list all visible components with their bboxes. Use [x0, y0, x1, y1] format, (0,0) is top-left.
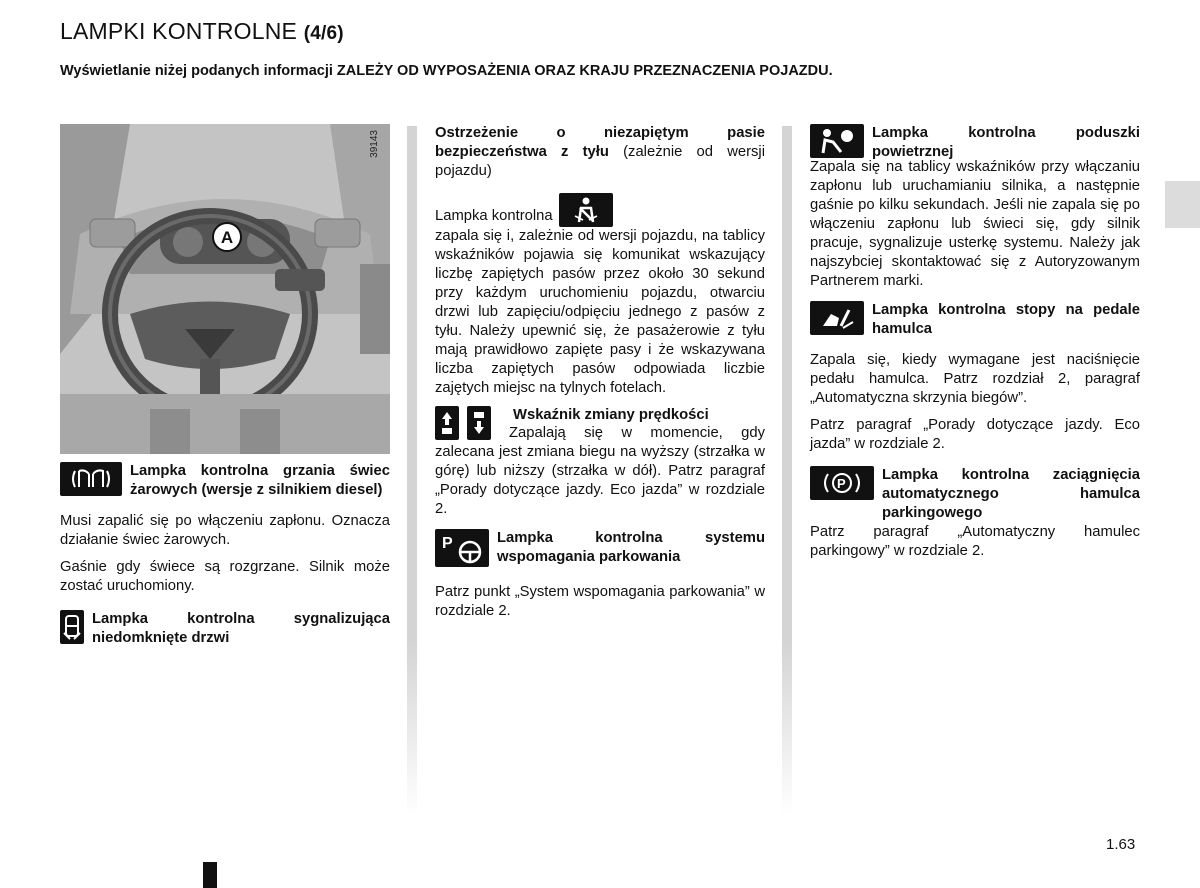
belt-title: Ostrzeżenie o niezapiętym pasie bezpieczeństwa z tyłu	[435, 125, 765, 160]
glow-plug-icon	[60, 462, 122, 496]
airbag-title: Lampka kontrolna poduszki powietrznej	[872, 125, 1140, 160]
crop-mark	[203, 862, 217, 888]
brake-section-heading	[810, 301, 1140, 339]
svg-text:P: P	[837, 476, 846, 491]
epb-section-heading	[810, 466, 1140, 523]
brake-title: Lampka kontrolna stopy na pedale hamulca	[872, 302, 1140, 337]
callout-a: A	[212, 222, 242, 252]
seatbelt-icon	[559, 193, 613, 227]
column-2	[435, 124, 765, 621]
epb-text: Patrz paragraf „Automatyczny hamulec parkingowy” w rozdziale 2.	[810, 524, 1140, 559]
parking-brake-icon	[810, 466, 874, 500]
page-title	[60, 18, 344, 45]
park-section-heading	[435, 529, 765, 567]
title-main: LAMPKI KONTROLNE	[60, 18, 298, 44]
door-section-heading	[60, 610, 390, 648]
dashboard-illustration	[60, 124, 390, 454]
chapter-tab	[1165, 181, 1200, 228]
page-number: 1.63	[1106, 836, 1136, 853]
door-open-icon	[60, 610, 84, 644]
gear-up-icon	[435, 406, 459, 440]
park-title: Lampka kontrolna systemu wspomagania parkowania	[497, 530, 765, 565]
parking-assist-icon	[435, 529, 489, 567]
foot-on-brake-icon	[810, 301, 864, 335]
brake-text-1: Zapala się, kiedy wymagane jest naciśnięcie pedału hamulca. Patrz rozdział 2, paragraf „Automatyczna skrzynia biegów”.	[810, 352, 1140, 406]
column-3	[810, 124, 1140, 561]
title-part: (4/6)	[303, 23, 344, 44]
belt-title-tail: (zależnie od wersji pojazdu)	[435, 144, 766, 179]
glow-plug-text-1: Musi zapalić się po włączeniu zapłonu. Oznacza działanie świec żarowych.	[60, 513, 390, 548]
belt-pre-text: Lampka kontrolna	[435, 208, 553, 224]
gear-title: Wskaźnik zmiany prędkości	[513, 407, 709, 423]
gear-text: Zapalają się w momencie, gdy zalecana jest zmiana biegu na wyższy (strzałka w górę) lub niższy (strzałka w dół). Patrz paragraf „Porady dotyczące jazdy. Eco jazda” w rozdziale 2.	[435, 425, 765, 517]
figure-number: 39143	[369, 130, 380, 158]
column-separator	[407, 126, 417, 816]
belt-text: zapala się i, zależnie od wersji pojazdu, na tablicy wskaźników pojawia się komunikat wskazujący liczbę zapiętych pasów przez około 30 sekund przy każdym uruchomieniu pojazdu, otwarciu drzwi lub zapięciu/odpięciu jednego z pasów z tyłu. Należy upewnić się, że pasażerowie z tyłu mają prawidłowo zapięte pasy i że wskazywana liczba zapiętych pasów odpowiada liczbie zajętych miejsc na tylnych fotelach.	[435, 228, 765, 396]
column-separator	[782, 126, 792, 816]
gear-down-icon	[467, 406, 491, 440]
glow-plug-section-heading	[60, 462, 390, 500]
equipment-notice: Wyświetlanie niżej podanych informacji ZALEŻY OD WYPOSAŻENIA ORAZ KRAJU PRZEZNACZENIA POJAZDU.	[60, 63, 833, 79]
epb-title: Lampka kontrolna zaciągnięcia automatycznego hamulca parkingowego	[882, 467, 1140, 521]
brake-text-2: Patrz paragraf „Porady dotyczące jazdy. Eco jazda” w rozdziale 2.	[810, 417, 1140, 452]
column-1	[60, 124, 390, 652]
airbag-icon	[810, 124, 864, 158]
door-title: Lampka kontrolna sygnalizująca niedomknięte drzwi	[92, 611, 390, 646]
park-text: Patrz punkt „System wspomagania parkowania” w rozdziale 2.	[435, 584, 765, 619]
svg-text:P: P	[442, 535, 453, 552]
airbag-text: Zapala się na tablicy wskaźników przy włączaniu zapłonu lub uruchamianiu silnika, a następnie gaśnie po kilku sekundach. Jeśli nie zapala się po włączeniu zapłonu lub świeci się, gdy silnik pracuje, sygnalizuje usterkę systemu. Należy jak najszybciej skontaktować się z Autoryzowanym Partnerem marki.	[810, 159, 1140, 289]
glow-plug-text-2: Gaśnie gdy świece są rozgrzane. Silnik może zostać uruchomiony.	[60, 559, 390, 594]
glow-plug-title: Lampka kontrolna grzania świec żarowych (wersje z silnikiem diesel)	[130, 463, 390, 498]
airbag-section-heading	[810, 124, 1140, 162]
